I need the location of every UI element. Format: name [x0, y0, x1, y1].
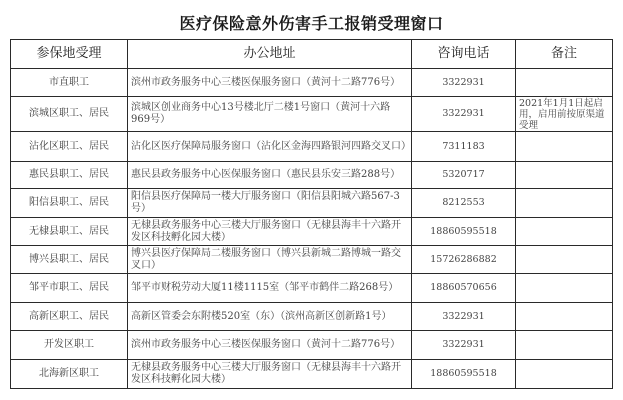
- note-cell: [516, 246, 613, 274]
- region-cell: 开发区职工: [11, 331, 128, 360]
- region-cell: 邹平市职工、居民: [11, 274, 128, 303]
- phone-cell: 7311183: [412, 132, 516, 162]
- note-cell: [516, 132, 613, 162]
- address-cell: 滨州市政务服务中心三楼医保服务窗口（黄河十二路776号）: [128, 331, 412, 360]
- table-row: [11, 162, 613, 189]
- phone-cell: 3322931: [412, 331, 516, 360]
- note-cell: [516, 303, 613, 331]
- table-row: [11, 69, 613, 97]
- phone-cell: 5320717: [412, 162, 516, 189]
- address-cell: 惠民县政务服务中心医保服务窗口（惠民县乐安三路288号）: [128, 162, 412, 189]
- table-row: [11, 189, 613, 218]
- table-header-row: [11, 40, 613, 69]
- header-address: 办公地址: [128, 40, 412, 69]
- address-cell: 邹平市财税劳动大厦11楼1115室（邹平市鹤伴二路268号）: [128, 274, 412, 303]
- region-cell: 无棣县职工、居民: [11, 218, 128, 246]
- region-cell: 高新区职工、居民: [11, 303, 128, 331]
- note-cell: [516, 218, 613, 246]
- phone-cell: 3322931: [412, 303, 516, 331]
- phone-cell: 18860595518: [412, 360, 516, 389]
- address-cell: 博兴县医疗保障局二楼服务窗口（博兴县新城二路博城一路交叉口）: [128, 246, 412, 274]
- address-cell: 阳信县医疗保障局一楼大厅服务窗口（阳信县阳城六路567-3号）: [128, 189, 412, 218]
- address-cell: 无棣县政务服务中心三楼大厅服务窗口（无棣县海丰十六路开发区科技孵化园大楼）: [128, 360, 412, 389]
- table-row: [11, 331, 613, 360]
- table-row: [11, 274, 613, 303]
- region-cell: 市直职工: [11, 69, 128, 97]
- service-window-table: [10, 39, 613, 389]
- table-row: [11, 132, 613, 162]
- address-cell: 滨州市政务服务中心三楼医保服务窗口（黄河十二路776号）: [128, 69, 412, 97]
- phone-cell: 3322931: [412, 69, 516, 97]
- address-cell: 滨城区创业商务中心13号楼北厅二楼1号窗口（黄河十六路969号）: [128, 97, 412, 132]
- region-cell: 博兴县职工、居民: [11, 246, 128, 274]
- table-row: [11, 97, 613, 132]
- region-cell: 北海新区职工: [11, 360, 128, 389]
- note-cell: [516, 189, 613, 218]
- table-row: [11, 246, 613, 274]
- header-phone: 咨询电话: [412, 40, 516, 69]
- header-region: 参保地受理: [11, 40, 128, 69]
- region-cell: 滨城区职工、居民: [11, 97, 128, 132]
- phone-cell: 18860570656: [412, 274, 516, 303]
- phone-cell: 8212553: [412, 189, 516, 218]
- note-cell: [516, 360, 613, 389]
- note-cell: [516, 331, 613, 360]
- region-cell: 阳信县职工、居民: [11, 189, 128, 218]
- phone-cell: 18860595518: [412, 218, 516, 246]
- table-row: [11, 303, 613, 331]
- phone-cell: 15726286882: [412, 246, 516, 274]
- address-cell: 沾化区医疗保障局服务窗口（沾化区金海四路银河四路交叉口）: [128, 132, 412, 162]
- address-cell: 无棣县政务服务中心三楼大厅服务窗口（无棣县海丰十六路开发区科技孵化园大楼）: [128, 218, 412, 246]
- note-cell: [516, 162, 613, 189]
- note-cell: [516, 69, 613, 97]
- note-cell: 2021年1月1日起启用，启用前按原渠道受理: [516, 97, 613, 132]
- region-cell: 惠民县职工、居民: [11, 162, 128, 189]
- table-row: [11, 360, 613, 389]
- note-cell: [516, 274, 613, 303]
- document-title: 医疗保险意外伤害手工报销受理窗口: [179, 14, 444, 33]
- address-cell: 高新区管委会东附楼520室（东）（滨州高新区创新路1号）: [128, 303, 412, 331]
- phone-cell: 3322931: [412, 97, 516, 132]
- table-row: [11, 218, 613, 246]
- header-note: 备注: [516, 40, 613, 69]
- region-cell: 沾化区职工、居民: [11, 132, 128, 162]
